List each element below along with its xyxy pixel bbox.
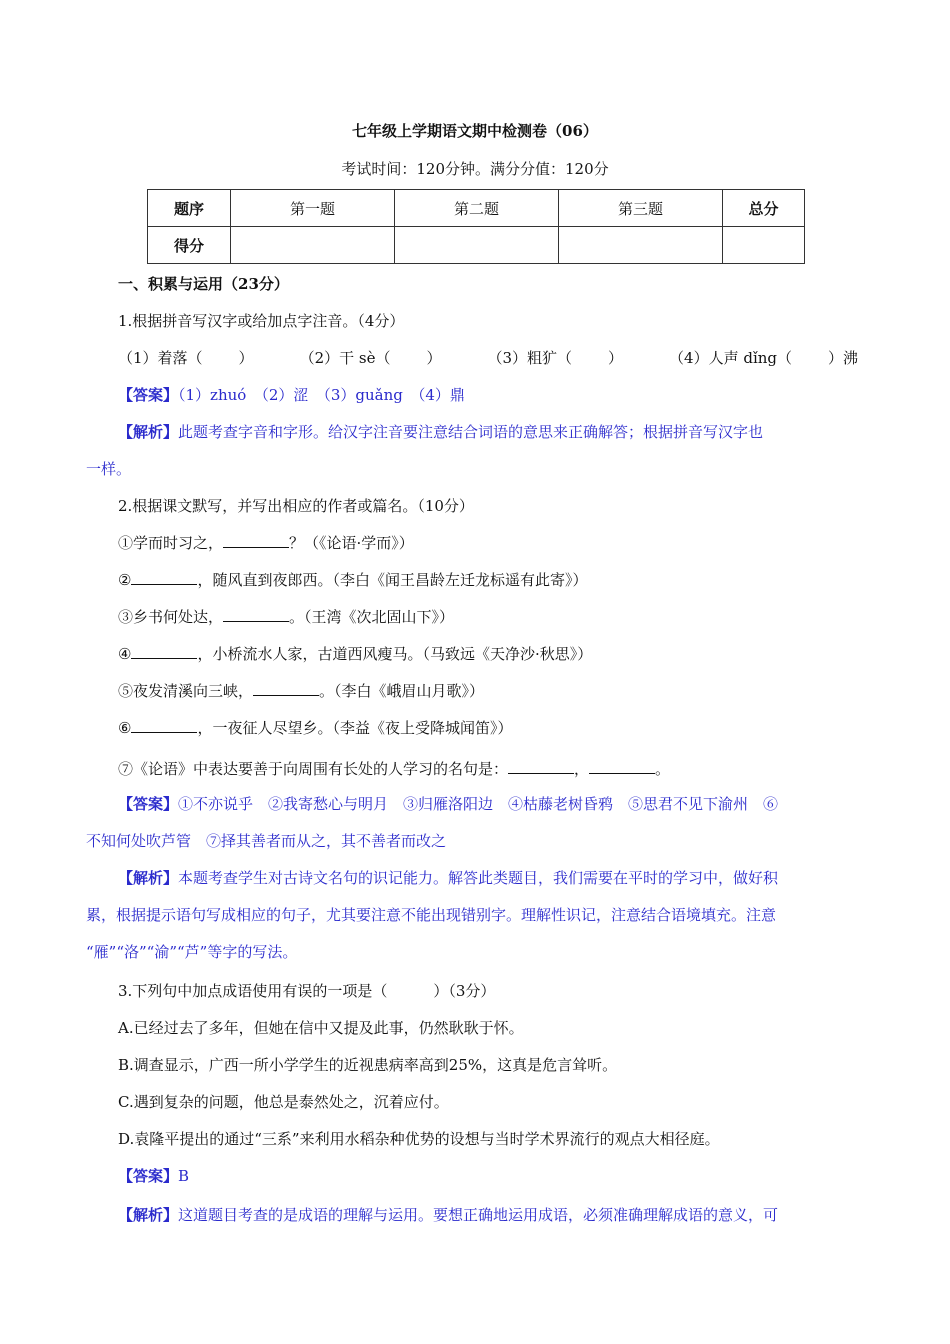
q2-line-2 (118, 569, 587, 591)
score-row-label: 得分 (148, 227, 231, 264)
analysis-tag: 【解析】 (118, 869, 179, 887)
answer-tag: 【答案】 (118, 795, 179, 813)
answer-text: B (178, 1167, 190, 1185)
answer-text: （1）zhuó （2）涩 （3）guǎng （4）鼎 (178, 386, 465, 404)
q2-l7-a: ⑦《论语》中表达要善于向周围有长处的人学习的名句是： (118, 760, 509, 778)
section-title: 一、积累与运用（23分） (118, 275, 289, 293)
q2-analysis (118, 867, 778, 889)
answer-tag: 【答案】 (118, 386, 179, 404)
score-cell-q1 (231, 227, 395, 264)
q2-l2-b: ，随风直到夜郎西。（李白《闻王昌龄左迁龙标遥有此寄》） (197, 571, 588, 589)
blank (508, 758, 574, 774)
analysis-tag: 【解析】 (118, 1206, 179, 1224)
q1-item-4: （4）人声 dǐng（ (669, 349, 793, 367)
score-cell-q2 (395, 227, 559, 264)
q2-l6-b: ，一夜征人尽望乡。（李益《夜上受降城闻笛》） (197, 719, 513, 737)
analysis-text: 此题考查字音和字形。给汉字注音要注意结合词语的意思来正确解答；根据拼音写汉字也 (178, 423, 764, 441)
q2-l6-a: ⑥ (118, 719, 132, 737)
score-header-q1: 第一题 (231, 190, 395, 227)
q2-l5-a: ⑤夜发清溪向三峡， (118, 682, 254, 700)
score-table-header-row (148, 190, 805, 227)
q2-l2-a: ② (118, 571, 132, 589)
q2-stem: 2.根据课文默写，并写出相应的作者或篇名。（10分） (118, 497, 474, 515)
q1-analysis-cont: 一样。 (86, 460, 132, 478)
q2-l5-b: 。（李白《峨眉山月歌》） (319, 682, 485, 700)
q3-option-d: D.袁隆平提出的通过“三系”来利用水稻杂种优势的设想与当时学术界流行的观点大相径庭。 (118, 1130, 720, 1148)
analysis-text: 本题考查学生对古诗文名句的识记能力。解答此类题目，我们需要在平时的学习中，做好积 (178, 869, 779, 887)
q1-analysis (118, 421, 763, 443)
q2-l4-b: ，小桥流水人家，古道西风瘦马。（马致远《天净沙·秋思》） (197, 645, 593, 663)
q3-option-b: B.调查显示，广西一所小学学生的近视患病率高到25%，这真是危言耸听。 (118, 1056, 618, 1074)
score-header-total: 总分 (723, 190, 805, 227)
q2-line-1 (118, 532, 414, 554)
q1-items (118, 347, 858, 369)
score-cell-total (723, 227, 805, 264)
score-header-order: 题序 (148, 190, 231, 227)
q2-l3-a: ③乡书何处达， (118, 608, 224, 626)
blank (131, 643, 197, 659)
q3-stem-b: ）（3分） (433, 982, 496, 1000)
blank (223, 532, 289, 548)
q3-answer (118, 1165, 189, 1187)
q2-analysis-cont-2: “雁”“洛”“渝”“芦”等字的写法。 (86, 943, 298, 961)
q1-item-2: （2）干 sè（ (299, 349, 391, 367)
q1-item-1-close: ） (238, 349, 254, 367)
score-table-score-row (148, 227, 805, 264)
q2-answer-cont: 不知何处吹芦管 ⑦择其善者而从之，其不善者而改之 (86, 832, 447, 850)
blank (223, 606, 289, 622)
exam-subtitle: 考试时间：120分钟。满分分值：120分 (341, 160, 609, 178)
q2-line-7 (118, 758, 670, 780)
q2-l1-a: ①学而时习之， (118, 534, 224, 552)
q1-item-3: （3）粗犷（ (487, 349, 573, 367)
q1-item-3-close: ） (608, 349, 624, 367)
q2-l3-b: 。（王湾《次北固山下》） (289, 608, 455, 626)
q2-answer (118, 793, 778, 815)
answer-tag: 【答案】 (118, 1167, 179, 1185)
score-table (147, 189, 805, 264)
analysis-text: 这道题目考查的是成语的理解与运用。要想正确地运用成语，必须准确理解成语的意义，可 (178, 1206, 779, 1224)
q3-analysis (118, 1204, 778, 1226)
q1-item-2-close: ） (426, 349, 442, 367)
q2-l4-a: ④ (118, 645, 132, 663)
q1-item-1: （1）着落（ (118, 349, 203, 367)
q2-line-3 (118, 606, 454, 628)
blank (589, 758, 655, 774)
exam-title: 七年级上学期语文期中检测卷（06） (352, 122, 598, 140)
q2-line-4 (118, 643, 592, 665)
q3-option-a: A.已经过去了多年，但她在信中又提及此事，仍然耿耿于怀。 (118, 1019, 524, 1037)
q1-answer (118, 384, 465, 406)
q2-analysis-cont-1: 累，根据提示语句写成相应的句子，尤其要注意不能出现错别字。理解性识记，注意结合语境填充。注意 (86, 906, 777, 924)
q2-line-5 (118, 680, 484, 702)
q3-stem (118, 980, 495, 1002)
q1-item-4-close: ）沸 (828, 349, 859, 367)
q2-line-6 (118, 717, 512, 739)
blank (253, 680, 319, 696)
q3-option-c: C.遇到复杂的问题，他总是泰然处之，沉着应付。 (118, 1093, 449, 1111)
q2-l7-c: 。 (655, 760, 671, 778)
blank (131, 569, 197, 585)
analysis-tag: 【解析】 (118, 423, 179, 441)
q2-l1-b: ？（《论语·学而》） (289, 534, 414, 552)
score-header-q2: 第二题 (395, 190, 559, 227)
q3-stem-a: 3.下列句中加点成语使用有误的一项是（ (118, 982, 388, 1000)
q1-stem: 1.根据拼音写汉字或给加点字注音。（4分） (118, 312, 405, 330)
score-header-q3: 第三题 (559, 190, 723, 227)
blank (131, 717, 197, 733)
answer-text: ①不亦说乎 ②我寄愁心与明月 ③归雁洛阳边 ④枯藤老树昏鸦 ⑤思君不见下渝州 ⑥ (178, 795, 779, 813)
q2-l7-b: ， (574, 760, 590, 778)
score-cell-q3 (559, 227, 723, 264)
